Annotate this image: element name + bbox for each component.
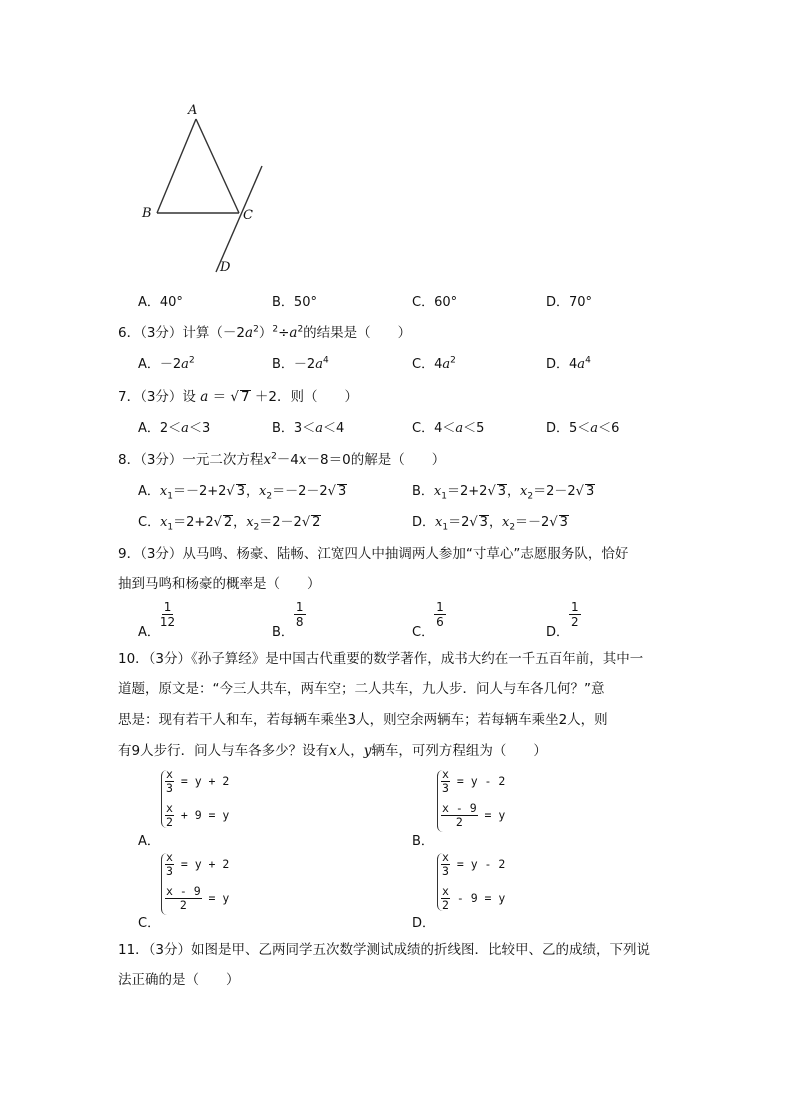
q10-stem-line1: 10．（3分）《孙子算经》是中国古代重要的数学著作，成书大约在一千五百年前，其中一: [118, 651, 644, 667]
q10-c-eq1: $\frac{x}{3}$ = y + 2: [166, 850, 230, 878]
side-ab: [157, 119, 196, 213]
q7-option-d: D．5＜a＜6: [546, 421, 620, 436]
q11-stem-line1: 11．（3分）如图是甲、乙两同学五次数学测试成绩的折线图．比较甲、乙的成绩，下列说: [118, 942, 651, 958]
q5-option-a: A．40°: [138, 295, 183, 310]
q9-option-a: A． $\frac{1}{12}$: [138, 600, 176, 640]
label-b: B: [142, 206, 152, 221]
q6-option-c: C．$4a^2$: [412, 355, 456, 372]
q9-option-d: D． $\frac{1}{2}$: [546, 600, 579, 640]
q10-d-eq1: $\frac{x}{3}$ = y - 2: [442, 850, 506, 878]
q10-stem-line2: 道题，原文是：“今三人共车，两车空；二人共车，九人步．问人与车各几何？”意: [118, 681, 605, 697]
q9-stem-line2: 抽到马鸣和杨豪的概率是（ ）: [118, 576, 321, 592]
q8-option-a: A．$x_1=-2+2√$ 3，$x_2=-2-2√$ 3: [138, 484, 347, 502]
q6-option-b: B．$-2a^4$: [272, 355, 329, 372]
q8-stem: 8．（3分）一元二次方程$x^2-4x-8=0$的解是（ ）: [118, 451, 446, 468]
q7-option-a: A．2＜a＜3: [138, 421, 211, 436]
q7-option-b: B．3＜a＜4: [272, 421, 345, 436]
q9-stem-line1: 9．（3分）从马鸣、杨豪、陆畅、江宽四人中抽调两人参加“寸草心”志愿服务队，恰好: [118, 546, 629, 562]
label-c: C: [243, 208, 253, 223]
q8-option-c: C．$x_1=2+2√$ 2，$x_2=2-2√$ 2: [138, 515, 321, 533]
q5-option-c: C．60°: [412, 295, 458, 310]
q9-option-c: C． $\frac{1}{6}$: [412, 600, 444, 640]
q8-option-d: D．$x_1=2√$ 3，$x_2=-2√$ 3: [412, 515, 568, 533]
q5-option-d: D．70°: [546, 295, 593, 310]
q6-option-d: D．$4a^4$: [546, 355, 591, 372]
q10-stem-line3: 思是：现有若干人和车，若每辆车乘坐3人，则空余两辆车；若每辆车乘坐2人，则: [118, 712, 608, 728]
q10-c-eq2: $\frac{x - 9}{2}$ = y: [166, 884, 230, 912]
q10-b-eq1: $\frac{x}{3}$ = y - 2: [442, 767, 506, 795]
q10-b-eq2: $\frac{x - 9}{2}$ = y: [442, 801, 506, 829]
side-ac: [196, 119, 239, 213]
line-cd: [216, 166, 262, 272]
q6-stem: 6．（3分）计算$(-2a^2)^2\div a^2$的结果是（ ）: [118, 324, 412, 341]
q10-a-eq2: $\frac{x}{2}$ + 9 = y: [166, 801, 230, 829]
q11-stem-line2: 法正确的是（ ）: [118, 972, 240, 988]
q6-option-a: A．$-2a^2$: [138, 355, 195, 372]
q10-stem-line4: 有9人步行．问人与车各多少？设有x人，y辆车，可列方程组为（ ）: [118, 743, 547, 759]
q10-a-eq1: $\frac{x}{3}$ = y + 2: [166, 767, 230, 795]
q7-option-c: C．4＜a＜5: [412, 421, 485, 436]
q8-option-b: B．$x_1=2+2√$ 3，$x_2=2-2√$ 3: [412, 484, 595, 502]
label-a: A: [188, 103, 198, 118]
label-d: D: [220, 260, 231, 275]
q5-option-b: B．50°: [272, 295, 317, 310]
q10-d-eq2: $\frac{x}{2}$ - 9 = y: [442, 884, 506, 912]
q7-stem: 7．（3分）设 a ＝ √ 7 ＋2．则（ ）: [118, 389, 358, 405]
triangle-figure: [130, 100, 280, 280]
q9-option-b: B． $\frac{1}{8}$: [272, 600, 304, 640]
